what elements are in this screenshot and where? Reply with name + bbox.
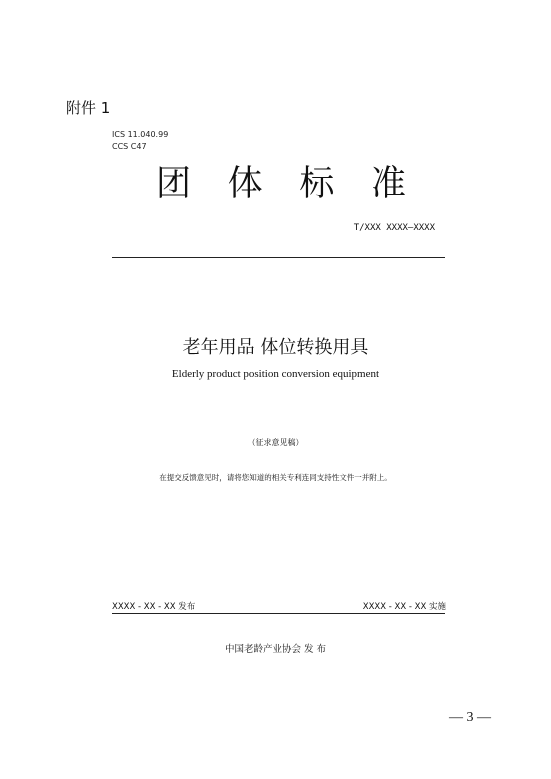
ccs-code: CCS C47 [112,142,147,151]
draft-label: （征求意见稿） [247,438,304,447]
standard-type-char: 准 [370,164,406,204]
standard-type-char: 团 [156,164,192,204]
standard-type-heading [156,156,406,206]
page-number: — 3 — [449,710,491,725]
patent-notice: 在提交反馈意见时，请将您知道的相关专利连同支持性文件一并附上。 [159,473,392,482]
standard-type-char: 标 [299,164,335,204]
standard-number: T/XXX XXXX—XXXX [353,223,435,233]
ics-code: ICS 11.040.99 [112,130,169,139]
standard-type-char: 体 [227,164,263,204]
top-divider [112,257,445,258]
effective-date: XXXX - XX - XX 实施 [362,602,446,612]
document-title-cn: 老年用品 体位转换用具 [182,337,369,358]
document-title-en: Elderly product position conversion equipment [171,368,380,380]
attachment-label: 附件 1 [66,99,111,117]
bottom-divider [112,613,445,614]
publisher: 中国老龄产业协会 发 布 [224,644,327,655]
issue-date: XXXX - XX - XX 发布 [112,602,196,612]
